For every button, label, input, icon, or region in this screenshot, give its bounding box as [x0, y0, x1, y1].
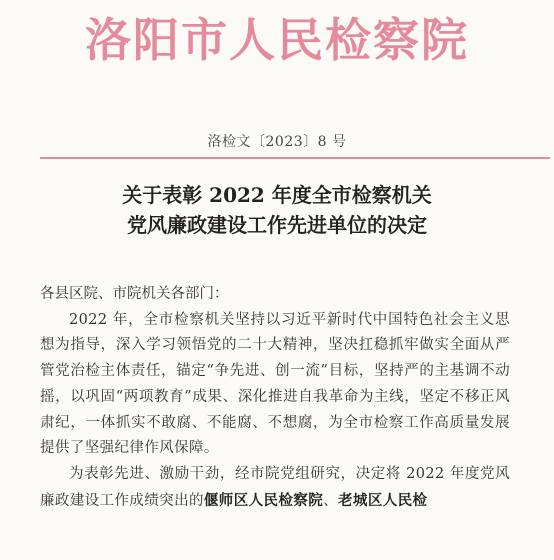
document-body — [40, 282, 510, 514]
title-line-1: 关于表彰 2022 年度全市检察机关 — [122, 183, 432, 207]
paragraph-2 — [40, 462, 510, 514]
unit-name-laocheng: 老城区人民检 — [338, 491, 428, 509]
paragraph-1: 2022 年，全市检察机关坚持以习近平新时代中国特色社会主义思想为指导，深入学习领悟党的二十大精神，坚决扛稳抓牢做实全面从严管党治检主体责任，锚定“争先进、创一流”目标，坚持严的主基调不动摇，以巩固“两项教育”成果、深化推进自我革命为主线，坚定不移正风肃纪，一体抓实不敢腐、不能腐、不想腐，为全市检察工作高质量发展提供了坚强纪律作风保障。 — [40, 311, 510, 457]
paragraph-2-separator: 、 — [323, 492, 339, 509]
paragraph-2-text: 为表彰先进、激励干劲，经市院党组研究，决定将 2022 年度党风廉政建设工作成绩突出的 — [40, 465, 510, 509]
unit-name-yanshi: 偃师区人民检察院 — [203, 491, 324, 509]
document-number: 洛检文〔2023〕8 号 — [207, 134, 347, 150]
masthead-org-name: 洛阳市人民检察院 — [85, 13, 469, 67]
document-title — [0, 180, 554, 240]
red-divider-rule — [40, 157, 550, 159]
salutation: 各县区院、市院机关各部门： — [40, 286, 229, 302]
title-line-2: 党风廉政建设工作先进单位的决定 — [127, 213, 427, 237]
